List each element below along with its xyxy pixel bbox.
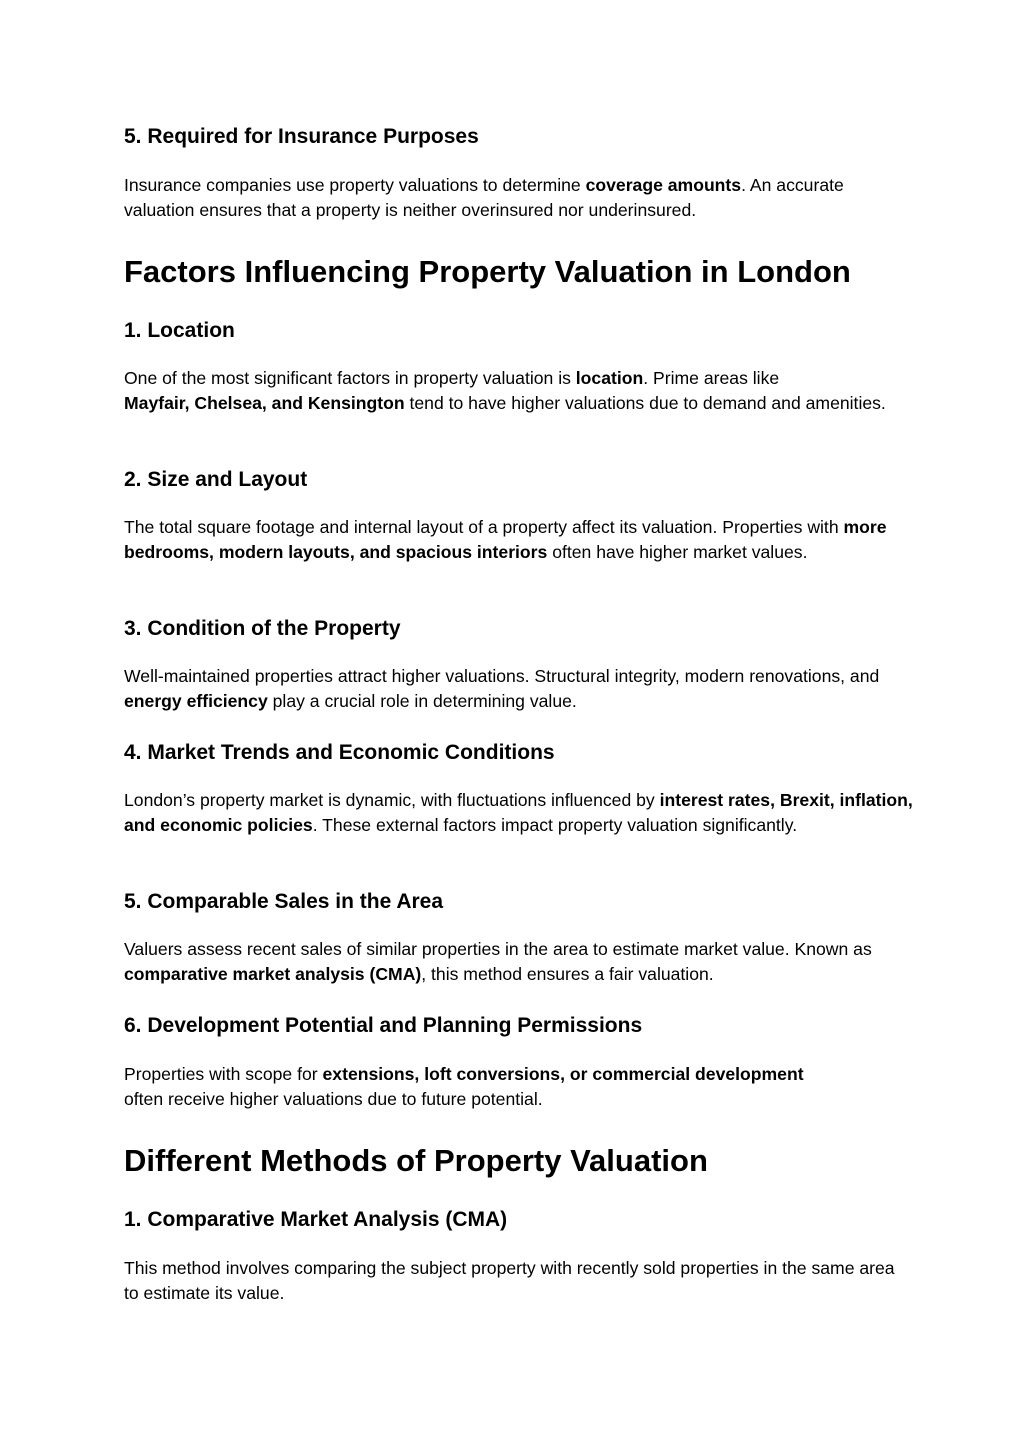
size-paragraph: The total square footage and internal layout of a property affect its valuation. Properties with more bedrooms, modern layouts, and spacious interiors often have higher market values. (124, 517, 887, 562)
insurance-heading: 5. Required for Insurance Purposes (124, 125, 479, 148)
market-paragraph: London’s property market is dynamic, with fluctuations influenced by interest rates, Brexit, inflation, and economic policies. These external factors impact property valuation significantly. (124, 790, 913, 835)
location-heading: 1. Location (124, 319, 235, 342)
size-heading: 2. Size and Layout (124, 468, 308, 491)
development-paragraph: Properties with scope for extensions, loft conversions, or commercial development often receive higher valuations due to future potential. (124, 1064, 804, 1109)
comparable-paragraph: Valuers assess recent sales of similar properties in the area to estimate market value. Known as comparative market analysis (CMA), this method ensures a fair valuation. (124, 939, 872, 984)
comparable-heading: 5. Comparable Sales in the Area (124, 890, 444, 913)
cma-heading: 1. Comparative Market Analysis (CMA) (124, 1208, 508, 1231)
insurance-paragraph: Insurance companies use property valuations to determine coverage amounts. An accurate valuation ensures that a property is neither overinsured nor underinsured. (124, 175, 844, 220)
condition-heading: 3. Condition of the Property (124, 617, 401, 640)
location-paragraph: One of the most significant factors in property valuation is location. Prime areas like Mayfair, Chelsea, and Kensington tend to have higher valuations due to demand and amenities. (124, 368, 886, 413)
methods-heading: Different Methods of Property Valuation (124, 1143, 708, 1178)
condition-paragraph: Well-maintained properties attract higher valuations. Structural integrity, modern renovations, and energy efficiency play a crucial role in determining value. (124, 666, 880, 711)
factors-heading: Factors Influencing Property Valuation in London (124, 254, 851, 289)
market-heading: 4. Market Trends and Economic Conditions (124, 741, 555, 764)
cma-paragraph: This method involves comparing the subject property with recently sold properties in the same area to estimate its value. (124, 1258, 895, 1303)
development-heading: 6. Development Potential and Planning Permissions (124, 1014, 643, 1037)
